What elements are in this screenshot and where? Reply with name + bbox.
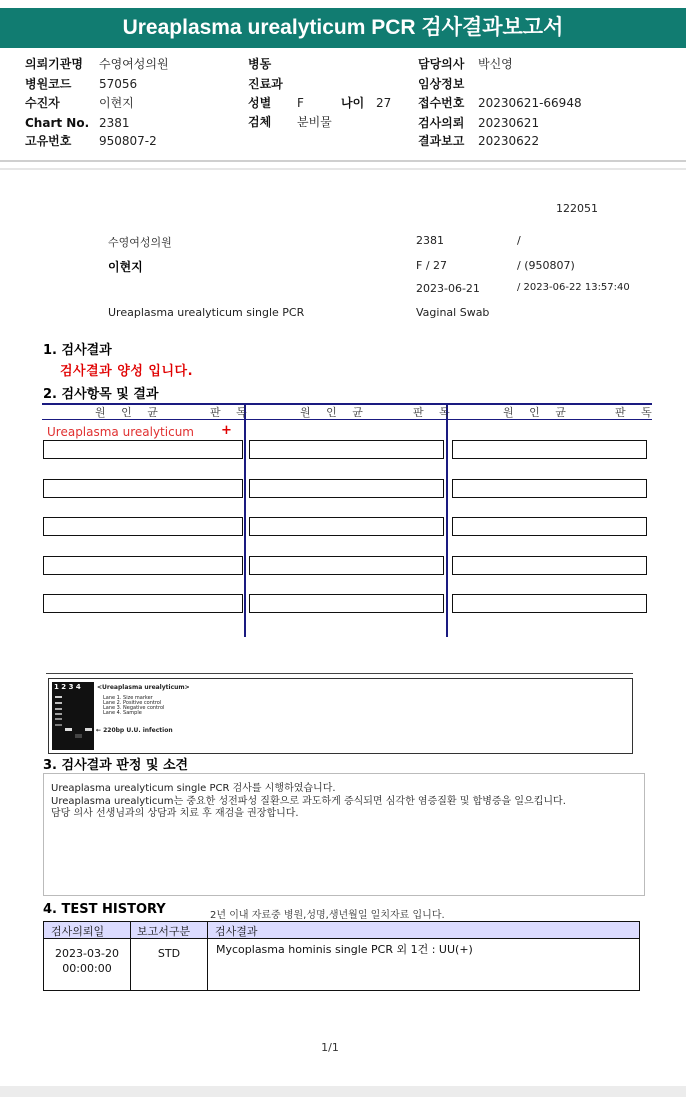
header-unique-no	[25, 134, 157, 148]
patient-chart: 2381	[416, 234, 444, 247]
result-cell	[43, 517, 243, 536]
patient-sex-age: F / 27	[416, 259, 448, 272]
header-patient	[25, 96, 134, 110]
result-cell	[43, 556, 243, 575]
value: 박신영	[478, 57, 513, 71]
label: 수진자	[25, 96, 60, 110]
section2-title: 2. 검사항목 및 결과	[43, 387, 159, 402]
section1-title: 1. 검사결과	[43, 343, 112, 358]
patient-name: 이현지	[108, 260, 143, 274]
header-specimen	[248, 115, 332, 129]
value: 20230622	[478, 134, 540, 148]
patient-code: 122051	[556, 202, 598, 215]
gel-band-annotation: ← 220bp U.U. infection	[96, 727, 173, 734]
label: 결과보고	[418, 134, 465, 148]
history-header-result: 검사결과	[215, 925, 258, 938]
history-row-result: Mycoplasma hominis single PCR 외 1건 : UU(+)	[216, 943, 473, 956]
age-value: 27	[376, 96, 392, 110]
history-header-type: 보고서구분	[137, 925, 191, 938]
col-judgement-1: 판 독	[210, 406, 253, 419]
history-row-type: STD	[157, 947, 181, 960]
value: F	[297, 96, 304, 110]
patient-birth: / (950807)	[517, 259, 575, 272]
label: 고유번호	[25, 134, 72, 148]
label: Chart No.	[25, 116, 90, 130]
label: 임상정보	[418, 77, 465, 91]
patient-specimen: Vaginal Swab	[416, 306, 490, 319]
gel-top-rule	[46, 673, 633, 674]
result-cell	[452, 440, 647, 459]
gel-electrophoresis-image	[52, 682, 94, 750]
gel-lane-numbers: 1 2 3 4	[54, 683, 81, 691]
positive-result-text: 검사결과 양성 입니다.	[60, 364, 194, 379]
history-row-date: 2023-03-20	[55, 947, 119, 960]
result-positive-mark: +	[221, 423, 232, 438]
section3-title: 3. 검사결과 판정 및 소견	[43, 758, 189, 773]
page-number: 1/1	[321, 1041, 339, 1054]
patient-institution: 수영여성의원	[108, 236, 172, 249]
opinion-line-1: Ureaplasma urealyticum single PCR 검사를 시행하였습니다.	[51, 783, 336, 794]
patient-slash: /	[517, 234, 521, 247]
value: 20230621	[478, 116, 540, 130]
result-cell	[249, 517, 444, 536]
header-report-date	[418, 134, 539, 148]
opinion-line-2: Ureaplasma urealyticum는 중요한 성전파성 질환으로 과도하게 증식되면 심각한 염증질환 및 합병증을 일으킵니다.	[51, 796, 566, 807]
label: 성별	[248, 96, 272, 110]
header-receipt-no	[418, 96, 582, 110]
value: 20230621-66948	[478, 96, 582, 110]
label: 검사의뢰	[418, 116, 465, 130]
header-ward	[248, 57, 297, 71]
col-organism-1: 원 인 균	[95, 406, 164, 419]
result-cell	[43, 440, 243, 459]
label: 병원코드	[25, 77, 72, 91]
label: 의뢰기관명	[25, 57, 83, 71]
value: 57056	[99, 77, 138, 91]
label: 검체	[248, 115, 272, 129]
header-divider	[0, 160, 686, 162]
gel-lane3-label: Lane 3. Negative control	[103, 705, 165, 711]
result-organism: Ureaplasma urealyticum	[47, 425, 194, 439]
report-title: Ureaplasma urealyticum PCR 검사결과보고서	[0, 8, 686, 48]
label: 병동	[248, 57, 272, 71]
gel-lane4-label: Lane 4. Sample	[103, 710, 142, 716]
label: 담당의사	[418, 57, 465, 71]
value: 수영여성의원	[99, 57, 169, 71]
label: 진료과	[248, 77, 283, 91]
header-doctor	[418, 57, 513, 71]
label: 접수번호	[418, 96, 465, 110]
header-sex	[248, 96, 391, 110]
result-cell	[43, 479, 243, 498]
value: 950807-2	[99, 134, 157, 148]
value: 2381	[99, 116, 130, 130]
header-hospital-code	[25, 77, 137, 91]
footer-bar	[0, 1086, 686, 1097]
opinion-line-3: 담당 의사 선생님과의 상담과 치료 후 재검을 권장합니다.	[51, 808, 299, 819]
result-cell	[452, 517, 647, 536]
header-institution	[25, 57, 169, 71]
header-request-date	[418, 116, 539, 130]
result-cell	[43, 594, 243, 613]
history-col-divider	[207, 922, 208, 990]
result-cell	[249, 479, 444, 498]
gel-lane2-label: Lane 2. Positive control	[103, 700, 162, 706]
header-chart-no	[25, 116, 130, 130]
result-table-divider-1	[244, 403, 246, 637]
result-cell	[452, 594, 647, 613]
col-judgement-3: 판 독	[615, 406, 658, 419]
result-cell	[249, 440, 444, 459]
result-cell	[452, 479, 647, 498]
header-divider-2	[0, 168, 686, 170]
history-table-header	[44, 922, 639, 939]
col-organism-2: 원 인 균	[300, 406, 369, 419]
result-cell	[249, 594, 444, 613]
col-judgement-2: 판 독	[413, 406, 456, 419]
gel-bands-icon	[52, 682, 94, 750]
result-table-divider-2	[446, 403, 448, 637]
history-header-date: 검사의뢰일	[51, 925, 105, 938]
section4-title: 4. TEST HISTORY	[43, 902, 166, 917]
result-cell	[249, 556, 444, 575]
gel-title: <Ureaplasma urealyticum>	[97, 684, 190, 691]
patient-test-name: Ureaplasma urealyticum single PCR	[108, 306, 305, 319]
value: 이현지	[99, 96, 134, 110]
result-cell	[452, 556, 647, 575]
header-department	[248, 77, 297, 91]
value: 분비물	[297, 115, 332, 129]
gel-lane1-label: Lane 1. Size marker	[103, 695, 153, 701]
col-organism-3: 원 인 균	[503, 406, 572, 419]
history-row-time: 00:00:00	[62, 962, 112, 975]
history-note: 2년 이내 자료중 병원,성명,생년월일 일치자료 입니다.	[210, 910, 445, 921]
age-label: 나이	[341, 96, 365, 110]
header-clinical-info	[418, 77, 478, 91]
patient-report-datetime: / 2023-06-22 13:57:40	[517, 282, 630, 293]
patient-request-date: 2023-06-21	[416, 282, 480, 295]
